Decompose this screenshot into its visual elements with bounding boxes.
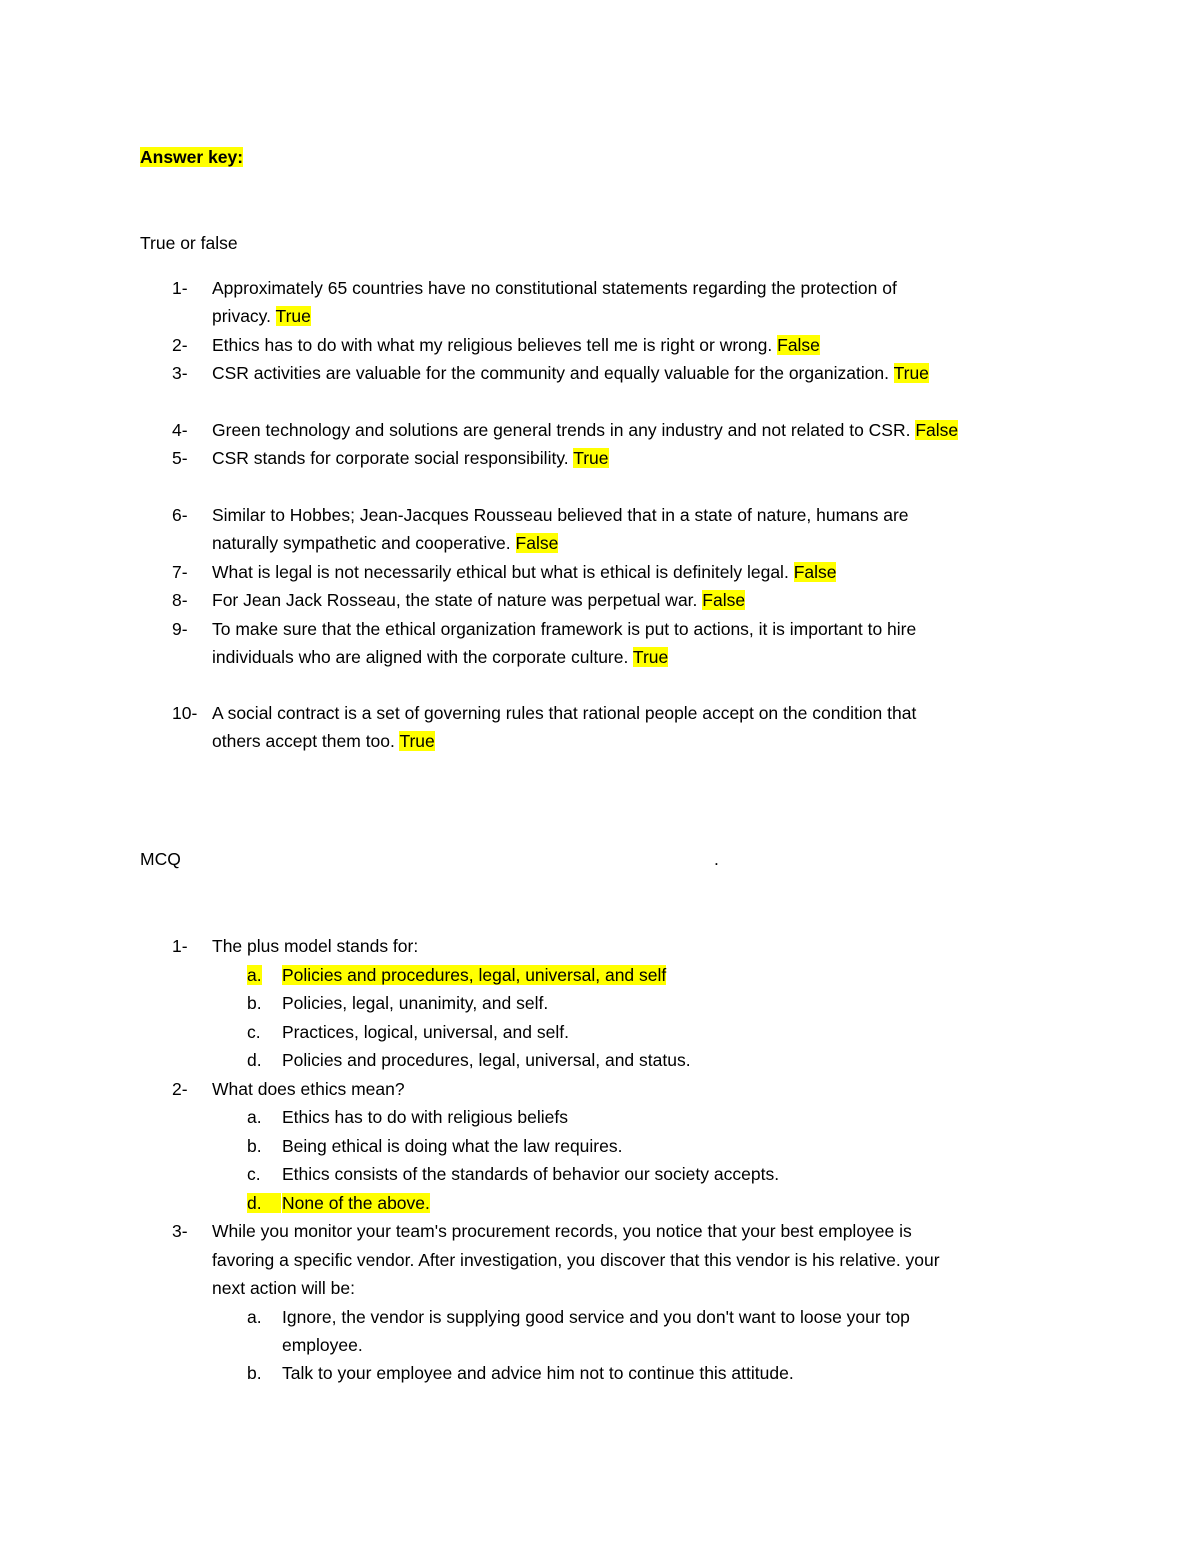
mcq-option-letter: d. [247,1050,262,1070]
tf-item-text: individuals who are aligned with the corporate culture. True [212,647,669,667]
tf-item-text: What is legal is not necessarily ethical but what is ethical is definitely legal. False [212,562,837,582]
tf-item-number: 4- [172,420,188,440]
mcq-option-text: Being ethical is doing what the law requires. [282,1136,623,1156]
tf-item-text: To make sure that the ethical organization framework is put to actions, it is important to hire [212,619,917,639]
tf-answer: False [915,420,959,440]
tf-answer: False [777,335,820,355]
tf-item-text: others accept them too. True [212,731,435,751]
tf-item-text: Similar to Hobbes; Jean-Jacques Rousseau believed that in a state of nature, humans are [212,505,909,525]
tf-item-text: CSR activities are valuable for the community and equally valuable for the organization. True [212,363,929,383]
mcq-question-text: next action will be: [212,1278,355,1298]
tf-item-number: 8- [172,590,188,610]
mcq-option-text: Policies, legal, unanimity, and self. [282,993,549,1013]
tf-item-number: 5- [172,448,188,468]
tf-item-text: A social contract is a set of governing rules that rational people accept on the condition that [212,703,917,723]
tf-item-text: privacy. True [212,306,311,326]
mcq-option-text: Ignore, the vendor is supplying good service and you don't want to loose your top [282,1307,910,1327]
mcq-option-letter: d. [247,1190,281,1216]
tf-answer: False [793,562,837,582]
tf-item-number: 10- [172,703,198,723]
tf-answer: True [632,647,669,667]
mcq-option-letter: b. [247,1363,262,1383]
tf-answer: True [573,448,609,468]
tf-item-number: 3- [172,363,188,383]
mcq-option-text: None of the above. [282,1193,430,1213]
mcq-question-text: What does ethics mean? [212,1079,405,1099]
tf-answer: False [702,590,746,610]
mcq-heading: MCQ [140,849,181,869]
mcq-option-text: employee. [282,1335,363,1355]
mcq-question-number: 3- [172,1221,188,1241]
mcq-question-text: favoring a specific vendor. After investigation, you discover that this vendor is his relative. your [212,1250,940,1270]
tf-item-number: 7- [172,562,188,582]
tf-item-number: 9- [172,619,188,639]
mcq-question-text: The plus model stands for: [212,936,419,956]
tf-item-number: 2- [172,335,188,355]
tf-item-text: Ethics has to do with what my religious believes tell me is right or wrong. False [212,335,820,355]
tf-answer: False [515,533,559,553]
mcq-option-text: Practices, logical, universal, and self. [282,1022,569,1042]
tf-answer: True [275,306,311,326]
mcq-question-text: While you monitor your team's procurement records, you notice that your best employee is [212,1221,912,1241]
mcq-question-number: 1- [172,936,188,956]
mcq-option-letter: a. [247,1307,262,1327]
mcq-option-letter: c. [247,1164,261,1184]
mcq-option-text: Ethics has to do with religious beliefs [282,1107,568,1127]
mcq-option-letter: c. [247,1022,261,1042]
tf-item-text: For Jean Jack Rosseau, the state of nature was perpetual war. False [212,590,746,610]
mcq-option-text: Talk to your employee and advice him not to continue this attitude. [282,1363,794,1383]
tf-item-text: Green technology and solutions are general trends in any industry and not related to CSR. False [212,420,959,440]
tf-item-text: Approximately 65 countries have no constitutional statements regarding the protection of [212,278,897,298]
mcq-option-text: Ethics consists of the standards of behavior our society accepts. [282,1164,780,1184]
tf-answer: True [893,363,929,383]
mcq-option-text: Policies and procedures, legal, universal, and self [282,965,667,985]
tf-item-number: 1- [172,278,188,298]
mcq-option-letter: b. [247,1136,262,1156]
tf-answer: True [399,731,435,751]
tf-item-text: CSR stands for corporate social responsibility. True [212,448,609,468]
tf-item-number: 6- [172,505,188,525]
tf-heading: True or false [140,233,238,253]
mcq-option-letter: a. [247,1107,262,1127]
mcq-option-letter: a. [247,965,262,985]
mcq-question-number: 2- [172,1079,188,1099]
answer-key-title: Answer key: [140,147,244,167]
mcq-option-text: Policies and procedures, legal, universal, and status. [282,1050,691,1070]
mcq-dot: . [714,849,719,869]
tf-item-text: naturally sympathetic and cooperative. False [212,533,559,553]
mcq-option-letter: b. [247,993,262,1013]
